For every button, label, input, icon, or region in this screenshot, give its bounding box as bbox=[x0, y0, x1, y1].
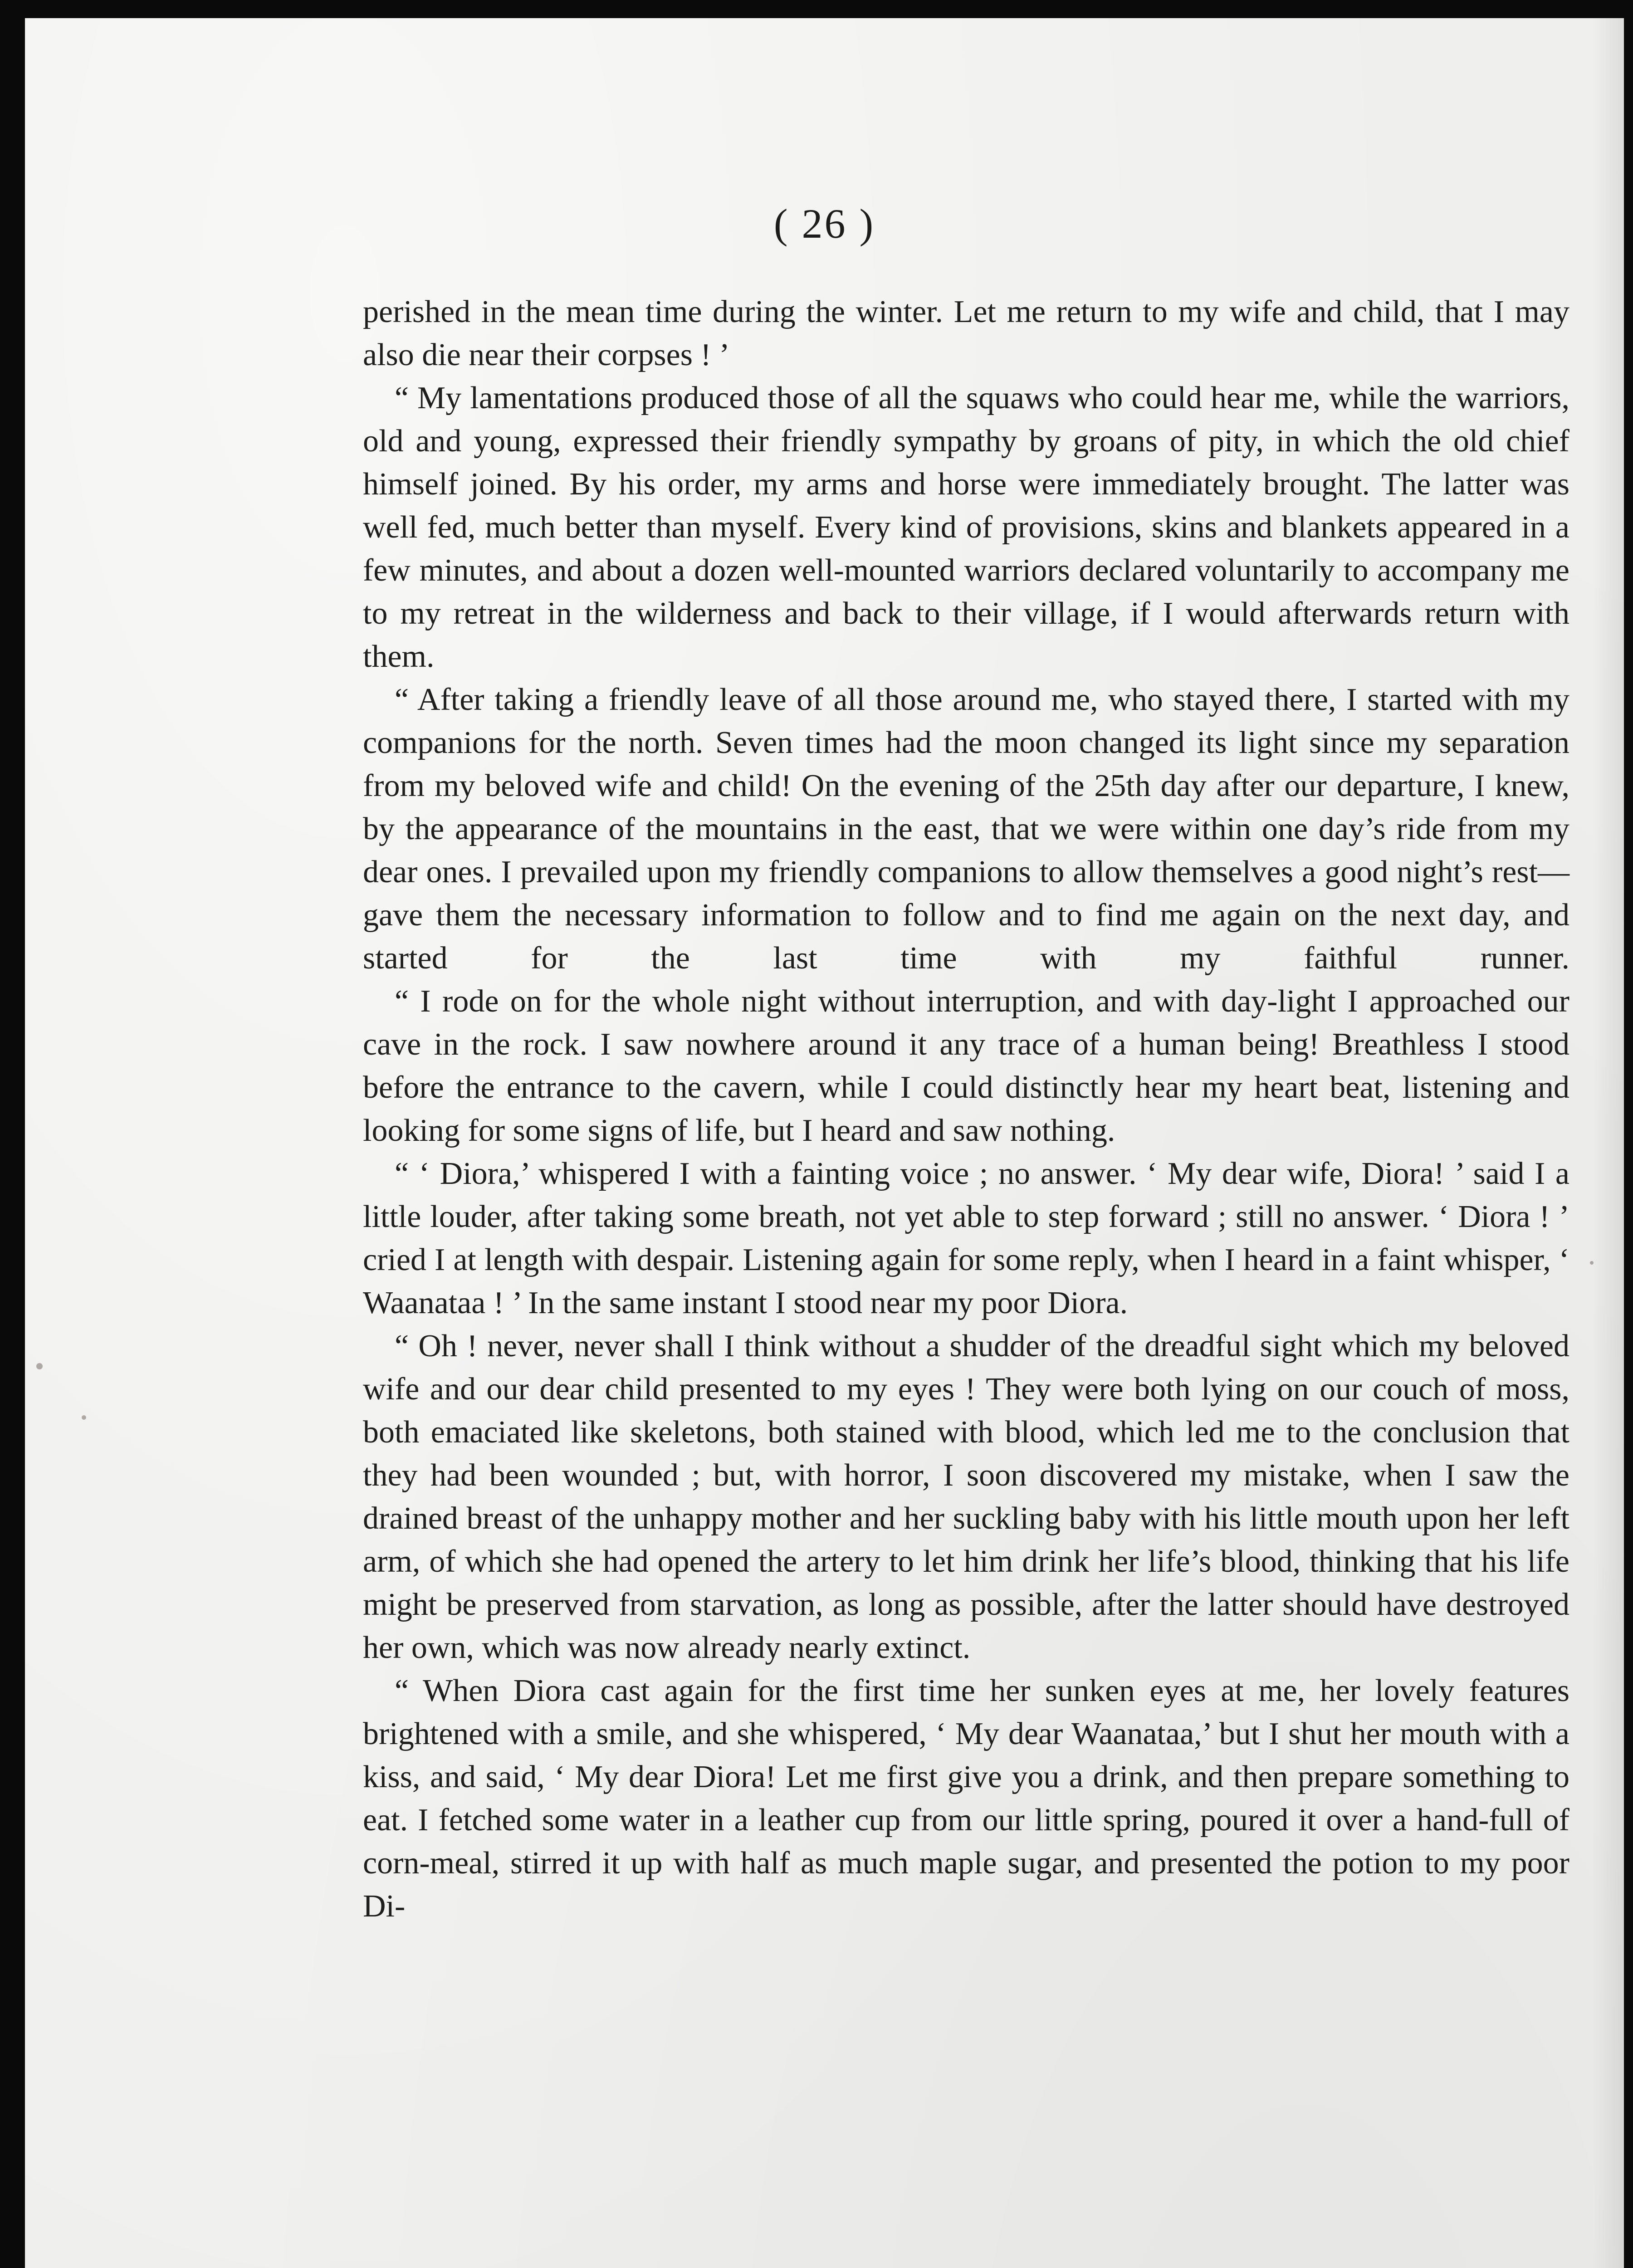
paragraph: “ I rode on for the whole night without interruption, and with day-light I approached our cave in the rock. I saw nowhere around it any trace of a human being! Breathless I stood before the entrance to the cavern, while I could distinctly hear my heart beat, listening and looking for some signs of life, but I heard and saw nothing. bbox=[363, 984, 1569, 1148]
paragraph: perished in the mean time during the winter. Let me return to my wife and child, that I may also die near their corpses ! ’ bbox=[363, 294, 1569, 372]
paragraph: “ ‘ Diora,’ whispered I with a fainting voice ; no answer. ‘ My dear wife, Diora! ’ said I a little louder, after taking some breath, not yet able to step forward ; still no answer. ‘ Diora ! ’ cried I at length with despair. Listening again for some reply, when I heard in a faint whisper, ‘ Waanataa ! ’ In the same instant I stood near my poor Diora. bbox=[363, 1156, 1569, 1320]
book-page bbox=[25, 18, 1624, 2268]
paragraph: “ When Diora cast again for the first time her sunken eyes at me, her lovely features brightened with a smile, and she whispered, ‘ My dear Waanataa,’ but I shut her mouth with a kiss, and said, ‘ My dear Diora! Let me first give you a drink, and then prepare something to eat. I fetched some water in a leather cup from our little spring, poured it over a hand-full of corn-meal, stirred it up with half as much maple sugar, and presented the potion to my poor Di- bbox=[363, 1673, 1569, 1924]
paper-speck bbox=[36, 1363, 43, 1369]
paragraph: “ My lamentations produced those of all the squaws who could hear me, while the warriors, old and young, expressed their friendly sympathy by groans of pity, in which the old chief himself joined. By his order, my arms and horse were immediately brought. The latter was well fed, much better than myself. Every kind of provisions, skins and blankets appeared in a few minutes, and about a dozen well-mounted warriors declared voluntarily to accompany me to my retreat in the wilderness and back to their village, if I would afterwards return with them. bbox=[363, 381, 1569, 674]
page-edge-shadow bbox=[1592, 18, 1624, 2268]
paper-speck bbox=[1590, 1261, 1594, 1265]
paragraph: “ After taking a friendly leave of all those around me, who stayed there, I started with my companions for the north. Seven times had the moon changed its light since my separation from my beloved wife and child! On the evening of the 25th day after our departure, I knew, by the appearance of the mountains in the east, that we were within one day’s ride from my dear ones. I prevailed upon my friendly companions to allow themselves a good night’s rest— gave them the necessary information to follow and to find me again on the next day, and started for the last time with my faithful runner. bbox=[363, 682, 1569, 976]
paper-speck bbox=[82, 1415, 86, 1420]
body-text bbox=[363, 290, 1569, 1928]
page-number: ( 26 ) bbox=[773, 200, 875, 247]
paragraph: “ Oh ! never, never shall I think without a shudder of the dreadful sight which my beloved wife and our dear child presented to my eyes ! They were both lying on our couch of moss, both emaciated like skeletons, both stained with blood, which led me to the conclusion that they had been wounded ; but, with horror, I soon discovered my mistake, when I saw the drained breast of the unhappy mother and her suckling baby with his little mouth upon her left arm, of which she had opened the artery to let him drink her life’s blood, thinking that his life might be preserved from starvation, as long as possible, after the latter should have destroyed her own, which was now already nearly extinct. bbox=[363, 1329, 1569, 1665]
